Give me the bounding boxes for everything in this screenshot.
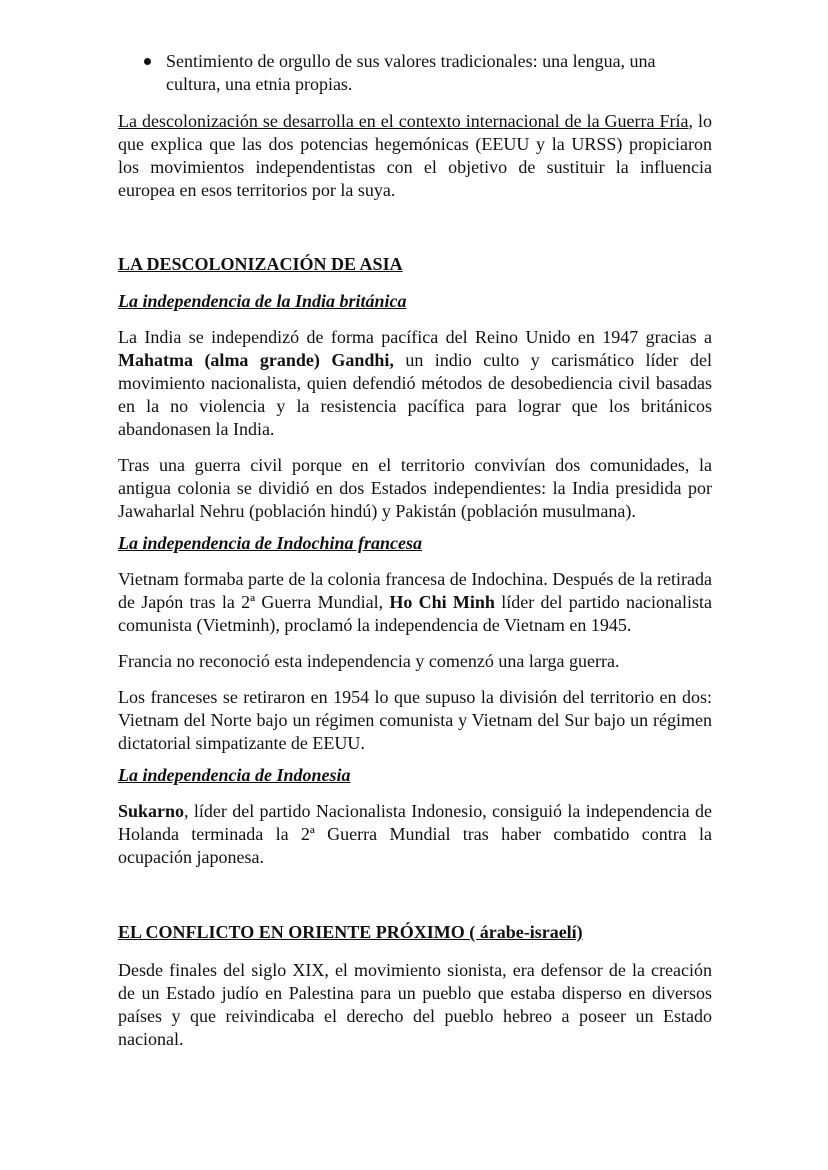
india-p1-text-b: un indio culto y carismático líder del movimiento nacionalista, quien defendió métodos de desobediencia civil basadas en la no violencia y la resistencia pacífica para lograr que los británicos abandonasen la India. <box>118 350 712 439</box>
document-page <box>118 50 712 1064</box>
indonesia-p1-text: , líder del partido Nacionalista Indonesio, consiguió la independencia de Holanda terminada la 2ª Guerra Mundial tras haber combatido contra la ocupación japonesa. <box>118 801 712 867</box>
indonesia-p1-bold: Sukarno <box>118 801 185 821</box>
subheading-india: La independencia de la India británica <box>118 291 407 311</box>
india-p1-bold: Mahatma (alma grande) Gandhi, <box>118 350 394 370</box>
bullet-dot-icon <box>144 58 151 65</box>
intro-underlined-text: La descolonización se desarrolla en el contexto internacional de la Guerra Fría <box>118 111 689 131</box>
india-paragraph-2: Tras una guerra civil porque en el territorio convivían dos comunidades, la antigua colonia se dividió en dos Estados independientes: la India presidida por Jawaharlal Nehru (población hindú) y Pakistán (población musulmana). <box>118 455 712 521</box>
section-heading-oriente: EL CONFLICTO EN ORIENTE PRÓXIMO ( árabe-israelí) <box>118 922 583 942</box>
section-heading-asia: LA DESCOLONIZACIÓN DE ASIA <box>118 254 403 274</box>
subheading-indonesia: La independencia de Indonesia <box>118 765 351 785</box>
intro-paragraph <box>118 110 712 202</box>
indochina-p1-text-b: líder del partido nacionalista comunista (Vietminh), proclamó la independencia de Vietnam en 1945. <box>118 592 713 635</box>
indochina-p1-bold: Ho Chi Minh <box>389 592 495 612</box>
bullet-text: Sentimiento de orgullo de sus valores tradicionales: una lengua, una cultura, una etnia propias. <box>166 51 656 94</box>
intro-text: , lo que explica que las dos potencias hegemónicas (EEUU y la URSS) propiciaron los movimientos independentistas con el objetivo de sustituir la influencia europea en esos territorios por la suya. <box>118 111 712 200</box>
oriente-paragraph-1: Desde finales del siglo XIX, el movimiento sionista, era defensor de la creación de un Estado judío en Palestina para un pueblo que estaba disperso en diversos países y que reivindicaba el derecho del pueblo hebreo a poseer un Estado nacional. <box>118 960 712 1049</box>
india-paragraph-1 <box>118 326 712 441</box>
indochina-paragraph-1 <box>118 568 712 637</box>
indonesia-paragraph-1 <box>118 800 712 869</box>
indochina-paragraph-3: Los franceses se retiraron en 1954 lo que supuso la división del territorio en dos: Vietnam del Norte bajo un régimen comunista y Vietnam del Sur bajo un régimen dictatorial simpatizante de EEUU. <box>118 687 712 753</box>
indochina-paragraph-2: Francia no reconoció esta independencia y comenzó una larga guerra. <box>118 651 620 671</box>
indochina-p1-text-a: Vietnam formaba parte de la colonia francesa de Indochina. Después de la retirada de Japón tras la 2ª Guerra Mundial, <box>118 569 712 612</box>
subheading-indochina: La independencia de Indochina francesa <box>118 533 422 553</box>
bullet-list <box>118 50 712 96</box>
list-item <box>118 50 712 96</box>
india-p1-text-a: La India se independizó de forma pacífica del Reino Unido en 1947 gracias a <box>118 327 712 347</box>
